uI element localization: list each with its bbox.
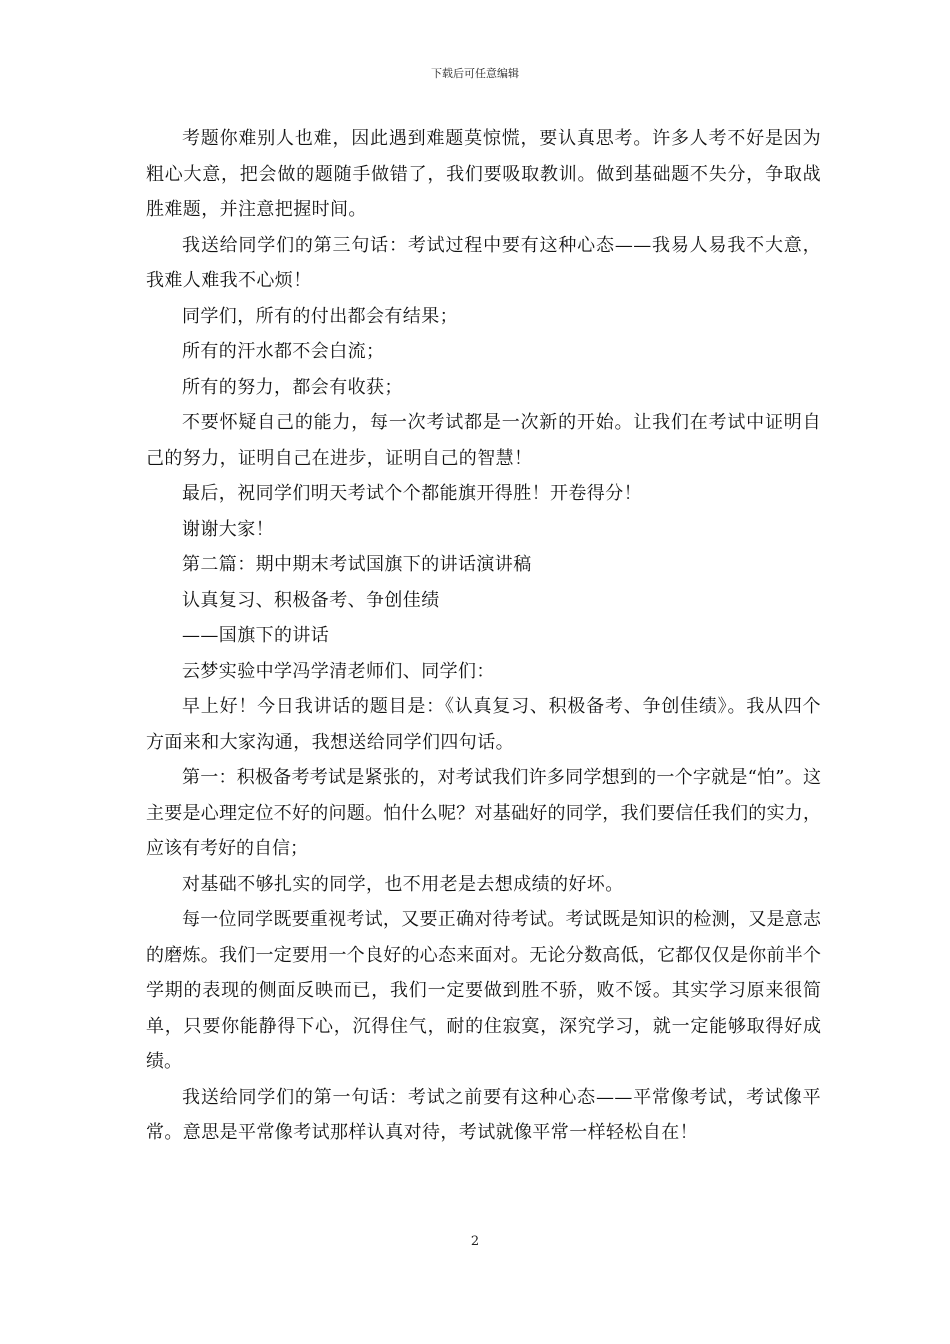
paragraph: 不要怀疑自己的能力，每一次考试都是一次新的开始。让我们在考试中证明自己的努力，证明自己在进步，证明自己的智慧！ (146, 412, 821, 469)
document-body (146, 121, 821, 1151)
paragraph: 每一位同学既要重视考试，又要正确对待考试。考试既是知识的检测，又是意志的磨炼。我们一定要用一个良好的心态来面对。无论分数高低，它都仅仅是你前半个学期的表现的侧面反映而已，我们一定要做到胜不骄，败不馁。其实学习原来很简单，只要你能静得下心，沉得住气，耐的住寂寞，深究学习，就一定能够取得好成绩。 (146, 909, 821, 1072)
paragraph: 谢谢大家！ (182, 518, 274, 540)
section-title: 第二篇：期中期末考试国旗下的讲话演讲稿 (182, 554, 532, 575)
paragraph: 对基础不够扎实的同学，也不用老是去想成绩的好坏。 (182, 873, 624, 895)
page-number: 2 (470, 1234, 480, 1249)
speech-title: 认真复习、积极备考、争创佳绩 (182, 589, 440, 611)
paragraph: 最后，祝同学们明天考试个个都能旗开得胜！开卷得分！ (182, 483, 642, 504)
paragraph: 同学们，所有的付出都会有结果； (182, 305, 458, 327)
paragraph: 第一：积极备考考试是紧张的，对考试我们许多同学想到的一个字就是“怕”。这主要是心理定位不好的问题。怕什么呢？对基础好的同学，我们要信任我们的实力，应该有考好的自信； (146, 767, 821, 859)
paragraph: 我送给同学们的第三句话：考试过程中要有这种心态——我易人易我不大意，我难人难我不心烦！ (146, 234, 821, 291)
page-header: 下载后可任意编辑 (431, 67, 519, 80)
paragraph: 我送给同学们的第一句话：考试之前要有这种心态——平常像考试，考试像平常。意思是平常像考试那样认真对待，考试就像平常一样轻松自在！ (146, 1086, 821, 1143)
paragraph: 早上好！今日我讲话的题目是：《认真复习、积极备考、争创佳绩》。我从四个方面来和大家沟通，我想送给同学们四句话。 (146, 696, 821, 753)
speaker-line: 云梦实验中学冯学清老师们、同学们： (182, 660, 495, 682)
paragraph: 考题你难别人也难，因此遇到难题莫惊慌，要认真思考。许多人考不好是因为粗心大意，把会做的题随手做错了，我们要吸取教训。做到基础题不失分，争取战胜难题，并注意把握时间。 (146, 128, 821, 220)
paragraph: 所有的努力，都会有收获； (182, 376, 403, 398)
paragraph: 所有的汗水都不会白流； (182, 341, 385, 362)
speech-subtitle: ——国旗下的讲话 (182, 625, 330, 646)
